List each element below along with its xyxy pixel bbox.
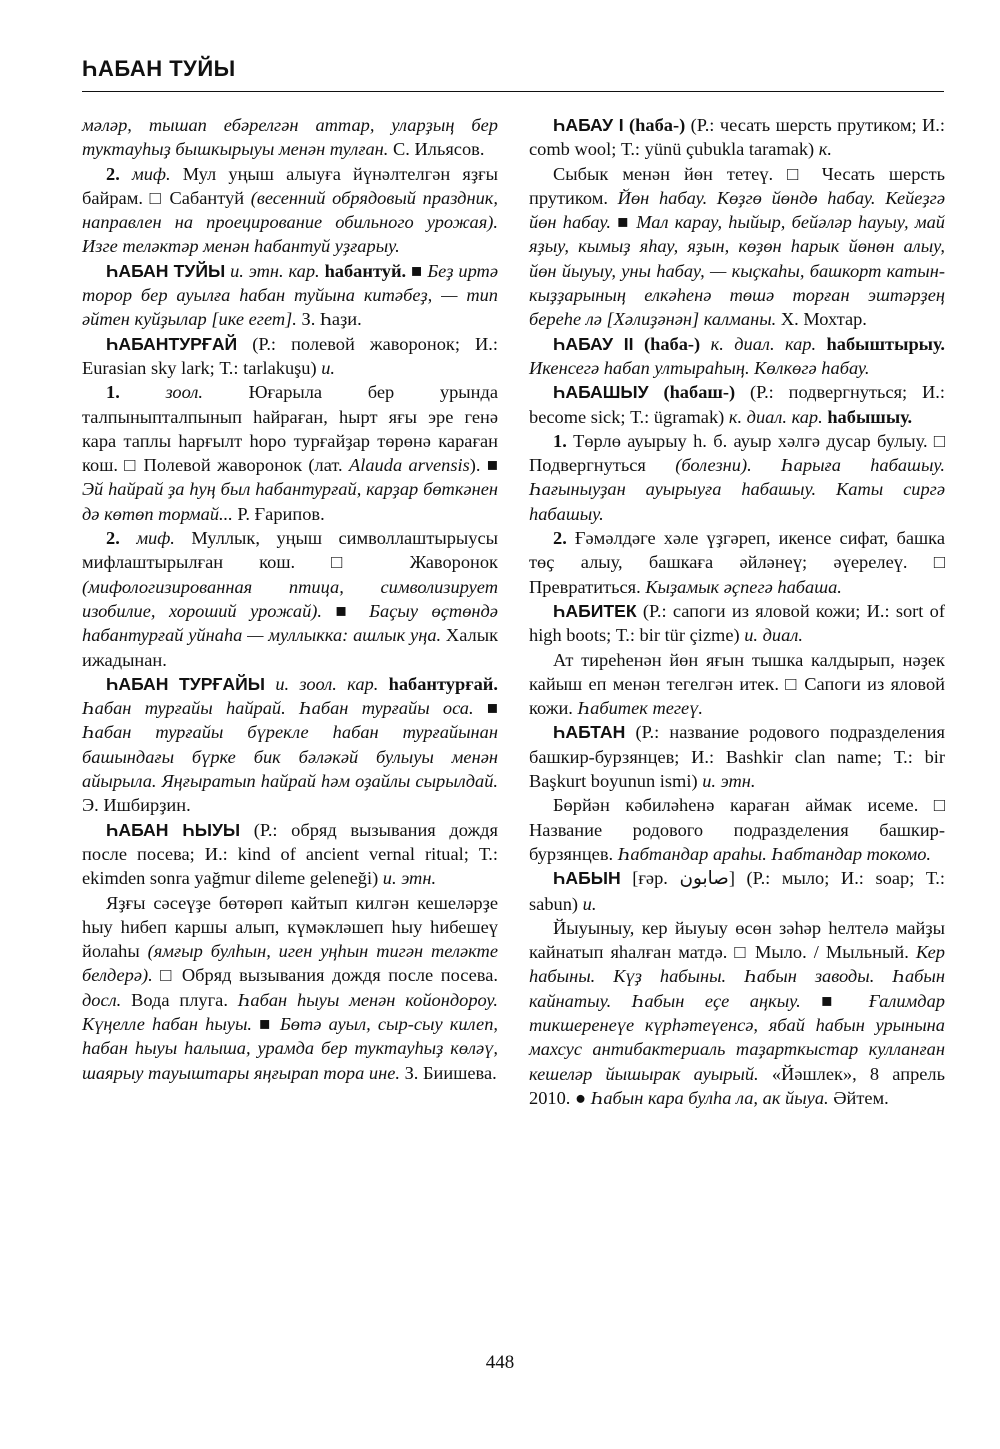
text-run — [120, 528, 137, 548]
italic-run: Һабтандар араһы. Һабтандар токомо. — [617, 843, 932, 864]
bold-run: 2. — [553, 528, 567, 549]
italic-run: и. — [582, 893, 597, 914]
italic-run: и. этн. — [382, 868, 437, 889]
headword: ҺАБЫН — [553, 868, 621, 889]
text-run: ■ — [800, 990, 869, 1011]
italic-run: и. диал. — [744, 625, 803, 646]
left-column — [82, 113, 498, 1085]
italic-run: (весенний обрядовый праздник, направлен на проецирование обильного урожая). Изге теләктәр менән һабантуй уҙғарыу. — [82, 187, 498, 257]
italic-run: зоол. — [165, 382, 203, 403]
italic-run: к. диал. кар. — [710, 333, 817, 354]
italic-run: Беҙ иртә торор бер ауылға һабан туйына китәбеҙ, — тип әйтен куйҙылар [ике егет]. — [82, 260, 498, 330]
italic-run: Икенсегә һабап ултыраһың. Көлкөгә һабау. — [529, 357, 870, 378]
italic-run: Эй һайрай ҙа һуң был һабантурғай, карҙар бөткәнен дә көтөп тормай... — [82, 479, 498, 524]
bold-run: 2. — [106, 528, 120, 549]
bold-run: (һаба-) — [643, 333, 701, 354]
text-run: [ғәр. — [620, 868, 680, 889]
italic-run: и. этн. — [702, 771, 756, 792]
headword: ҺАБАУ I — [553, 115, 624, 135]
text-run: Сыбык менән йөн тетеү. □ Чесать шерсть прутиком. — [529, 163, 945, 208]
italic-run: (болезни). Һарыға һабашыу. Һағыныуҙан ауырыуға һабашыу. Каты сиргә һабашыу. — [529, 455, 945, 524]
text-run: (Р.: название родового подразделения башкир-бурзянцев; И.: Bashkir clan name; Т.: bir Başkurt boyunun ismi) — [529, 722, 945, 792]
text-run: ). ■ — [469, 455, 498, 476]
italic-run: и. этн. кар. — [230, 260, 320, 281]
dictionary-paragraph — [82, 891, 498, 1085]
text-run: ■ — [473, 698, 498, 719]
headword: ҺАБИТЕК — [553, 600, 637, 621]
text-run — [265, 674, 275, 694]
italic-run: миф. — [131, 163, 171, 184]
italic-run: к. диал. кар. — [728, 406, 823, 427]
italic-run: (ямғыр булһын, иген уңһын тигән теләкте белдерә). — [82, 941, 498, 986]
headword: ҺАБАН ҺЫУЫ — [106, 819, 241, 840]
bold-run: һабантурғай. — [388, 673, 498, 694]
italic-run: Йөн һабау. Көҙгө йөндө һабау. Кейеҙгә йөн һабау. — [529, 187, 945, 233]
text-run: З. Биишева. — [399, 1062, 497, 1083]
text-run: □ Обряд вызывания дождя после посева. — [152, 965, 498, 986]
italic-run: Һабын кара булһа ла, ак йыуа. — [590, 1087, 829, 1108]
text-run: ■ — [322, 600, 370, 621]
italic-run: (мифологизированная птица, символизирует изобилие, хороший урожай). — [82, 576, 498, 621]
italic-run: и. зоол. кар. — [275, 673, 379, 694]
arabic-word: صابون — [679, 868, 729, 890]
headword: ҺАБАН ТУЙЫ — [106, 260, 226, 281]
dictionary-paragraph — [82, 332, 498, 381]
text-run: Э. Ишбирҙин. — [82, 795, 191, 816]
text-run: Төрлө ауырыу һ. б. ауыр хәлгә дусар булыу. □ Подвергнуться — [529, 430, 945, 476]
text-run: ■ — [252, 1013, 280, 1034]
header-rule — [82, 91, 944, 92]
text-run: Әйтем. — [828, 1087, 889, 1108]
bold-run: 1. — [553, 430, 567, 451]
dictionary-paragraph — [82, 162, 498, 259]
text-run: «Йәшлек», 8 апрель 2010. ● — [529, 1063, 945, 1108]
bold-run: 2. — [106, 163, 120, 184]
italic-run: Alauda arvensis — [349, 455, 470, 476]
italic-run: досл. — [82, 989, 122, 1010]
italic-run: Бөтә ауыл, сыр-сыу килеп, һабан һыуы һалыша, урамда бер туктауһыҙ көләү, шаярыу тауыштары яңғырап тора ине. — [82, 1013, 498, 1083]
text-run: Х. Мохтар. — [776, 309, 867, 330]
dictionary-paragraph — [529, 162, 945, 332]
italic-run: Кыҙамык әҫпегә һабаша. — [645, 576, 842, 597]
italic-run: Һабитек тегеү. — [577, 698, 704, 719]
dictionary-paragraph — [529, 599, 945, 648]
bold-run: һабыштырыу. — [826, 333, 945, 354]
text-run — [378, 674, 388, 694]
headword: ҺАБАШЫУ — [553, 382, 649, 403]
text-run: Яҙғы сәсеүҙе бөтөрөп кайтып килгән кешеләрҙе һыу һибеп каршы алып, күмәкләшеп һыу һибешеү йолаһы — [82, 892, 498, 962]
text-run: Вода плуга. — [121, 989, 238, 1010]
dictionary-paragraph — [529, 526, 945, 599]
text-run — [634, 334, 644, 354]
dictionary-paragraph — [529, 866, 945, 916]
text-run: (Р.: подвергнуться; И.: become sick; Т.: ügramak) — [529, 382, 945, 427]
italic-run: и. — [321, 357, 336, 378]
text-run — [120, 382, 166, 402]
italic-run: мәләр, тышап ебәрелгән аттар, уларҙың бер туктауһыҙ бышкырыуы менән тулған. — [82, 115, 498, 160]
dictionary-paragraph — [529, 380, 945, 429]
bold-run: һабышыу. — [827, 406, 913, 427]
text-run: (Р.: чесать шерсть прутиком; И.: comb wool; Т.: yünü çubukla taramak) — [529, 115, 945, 160]
page-number: 448 — [485, 1352, 515, 1373]
text-run: ] (Р.: мыло; И.: soap; Т.: sabun) — [529, 868, 945, 914]
text-run: Мул уңыш алыуға йүнәлтелгән яҙғы байрам. □ Сабантуй — [82, 163, 498, 208]
text-run: ■ — [406, 260, 428, 281]
text-run: Халык ижадынан. — [82, 625, 499, 670]
dictionary-paragraph — [82, 259, 498, 332]
text-run: Бөрйән кәбиләһенә караған аймак исеме. □ Название родового подразделения башкир-бурзянцев. — [529, 795, 945, 864]
dictionary-paragraph — [82, 380, 498, 526]
italic-run: Ғалимдар тикшеренеүе күрһәтеүенсә, ябай һабын урынына махсус антибактериаль таҙарткыстар кулланған кешеләр йышырак ауырый. — [529, 990, 945, 1084]
text-run: (Р.: полевой жаворонок; И.: Eurasian sky lark; Т.: tarlakuşu) — [82, 333, 498, 378]
bold-run: 1. — [106, 382, 120, 403]
bold-run: (һабаш-) — [663, 382, 736, 403]
dictionary-paragraph — [529, 648, 945, 721]
text-run: Муллык, уңыш символлаштырыусы мифлаштырылған кош. □ Жаворонок — [82, 528, 498, 573]
right-column — [529, 113, 945, 1110]
italic-run: Мал карау, һыйыр, бейәләр һауыу, май яҙыу, кымыҙ яһау, яҙын, көҙөн һарык йөнөн алыу, йөн йыуыу, уны һабау, — кыҫкаһы, башкорт катын-кыҙҙарының елкәһенә төшә торған эштәрҙең береһе лә [Хәлиҙәнән] калманы. — [529, 212, 945, 330]
text-run: Юғарыла бер урында талпыныпталпынып һайраған, һырт яғы эре генә кара таплы һарғылт һоро турғайҙар төрөнә караған кош. □ Полевой жаворонок (лат. — [82, 382, 498, 476]
dictionary-paragraph — [82, 526, 498, 672]
text-run — [700, 334, 710, 354]
italic-run: миф. — [136, 528, 175, 549]
dictionary-paragraph — [82, 113, 498, 162]
text-run: З. Һаҙи. — [296, 309, 362, 330]
text-run: Ғәмәлдәге хәле үҙгәреп, икенсе сифат, башка төҫ алыу, башкаға әйләнеү; әүерелеү. □ Превратиться. — [529, 528, 945, 597]
bold-run: һабантуй. — [324, 260, 407, 281]
bold-run: (һаба-) — [629, 115, 686, 135]
dictionary-paragraph — [529, 332, 945, 381]
text-run — [816, 334, 826, 354]
text-run: Йыуыныу, кер йыуыу өсөн зәһәр һелтелә майҙы кайнатып яһалған матдә. □ Мыло. / Мыльный. — [529, 917, 945, 963]
text-run: ■ — [610, 212, 637, 233]
dictionary-paragraph — [82, 672, 498, 818]
text-run — [649, 382, 664, 402]
dictionary-paragraph — [529, 720, 945, 793]
dictionary-paragraph — [529, 113, 945, 162]
text-run: С. Ильясов. — [388, 139, 485, 160]
text-run — [120, 164, 132, 184]
italic-run: Һабан турғайы һайрай. Һабан турғайы оса. — [82, 698, 474, 719]
italic-run: к. — [818, 139, 832, 160]
headword: ҺАБАУ II — [553, 333, 634, 354]
text-run: Ат тиреһенән йөн яғын тышка калдырып, нәҙек кайыш еп менән тегелгән итек. □ Сапоги из яловой кожи. — [529, 649, 945, 719]
dictionary-paragraph — [82, 818, 498, 891]
headword: ҺАБАН ТУРҒАЙЫ — [106, 673, 266, 694]
italic-run: Баҫыу өҫтөндә һабантурғай уйнаһа — муллыкка: ашлык уңа. — [82, 600, 498, 646]
text-run: (Р.: обряд вызывания дождя после посева; И.: kind of ancient vernal ritual; Т.: ekimden sonra yağmur dileme geleneği) — [82, 819, 498, 889]
italic-run: Кер һабыны. Күҙ һабыны. Һабын заводы. Һабын кайнатыу. Һабын еҫе аңкыу. — [529, 942, 945, 1011]
dictionary-paragraph — [529, 793, 945, 866]
headword: ҺАБАНТУРҒАЙ — [106, 333, 238, 354]
headword: ҺАБТАН — [553, 722, 626, 743]
text-run: Р. Ғарипов. — [232, 503, 325, 524]
italic-run: Һабан турғайы бүрекле һабан турғайынан башындағы бүрке бик бәләкәй булыуы менән айырыла. Яңғыратып һайрай һәм оҙайлы сырылдай. — [82, 722, 498, 792]
text-run: (Р.: сапоги из яловой кожи; И.: sort of high boots; Т.: bir tür çizme) — [529, 600, 945, 646]
dictionary-paragraph — [529, 916, 945, 1110]
italic-run: Һабан һыуы менән койондороу. Күңелле һабан һыуы. — [82, 989, 498, 1034]
dictionary-paragraph — [529, 429, 945, 526]
running-head: ҺАБАН ТУЙЫ — [82, 56, 236, 81]
